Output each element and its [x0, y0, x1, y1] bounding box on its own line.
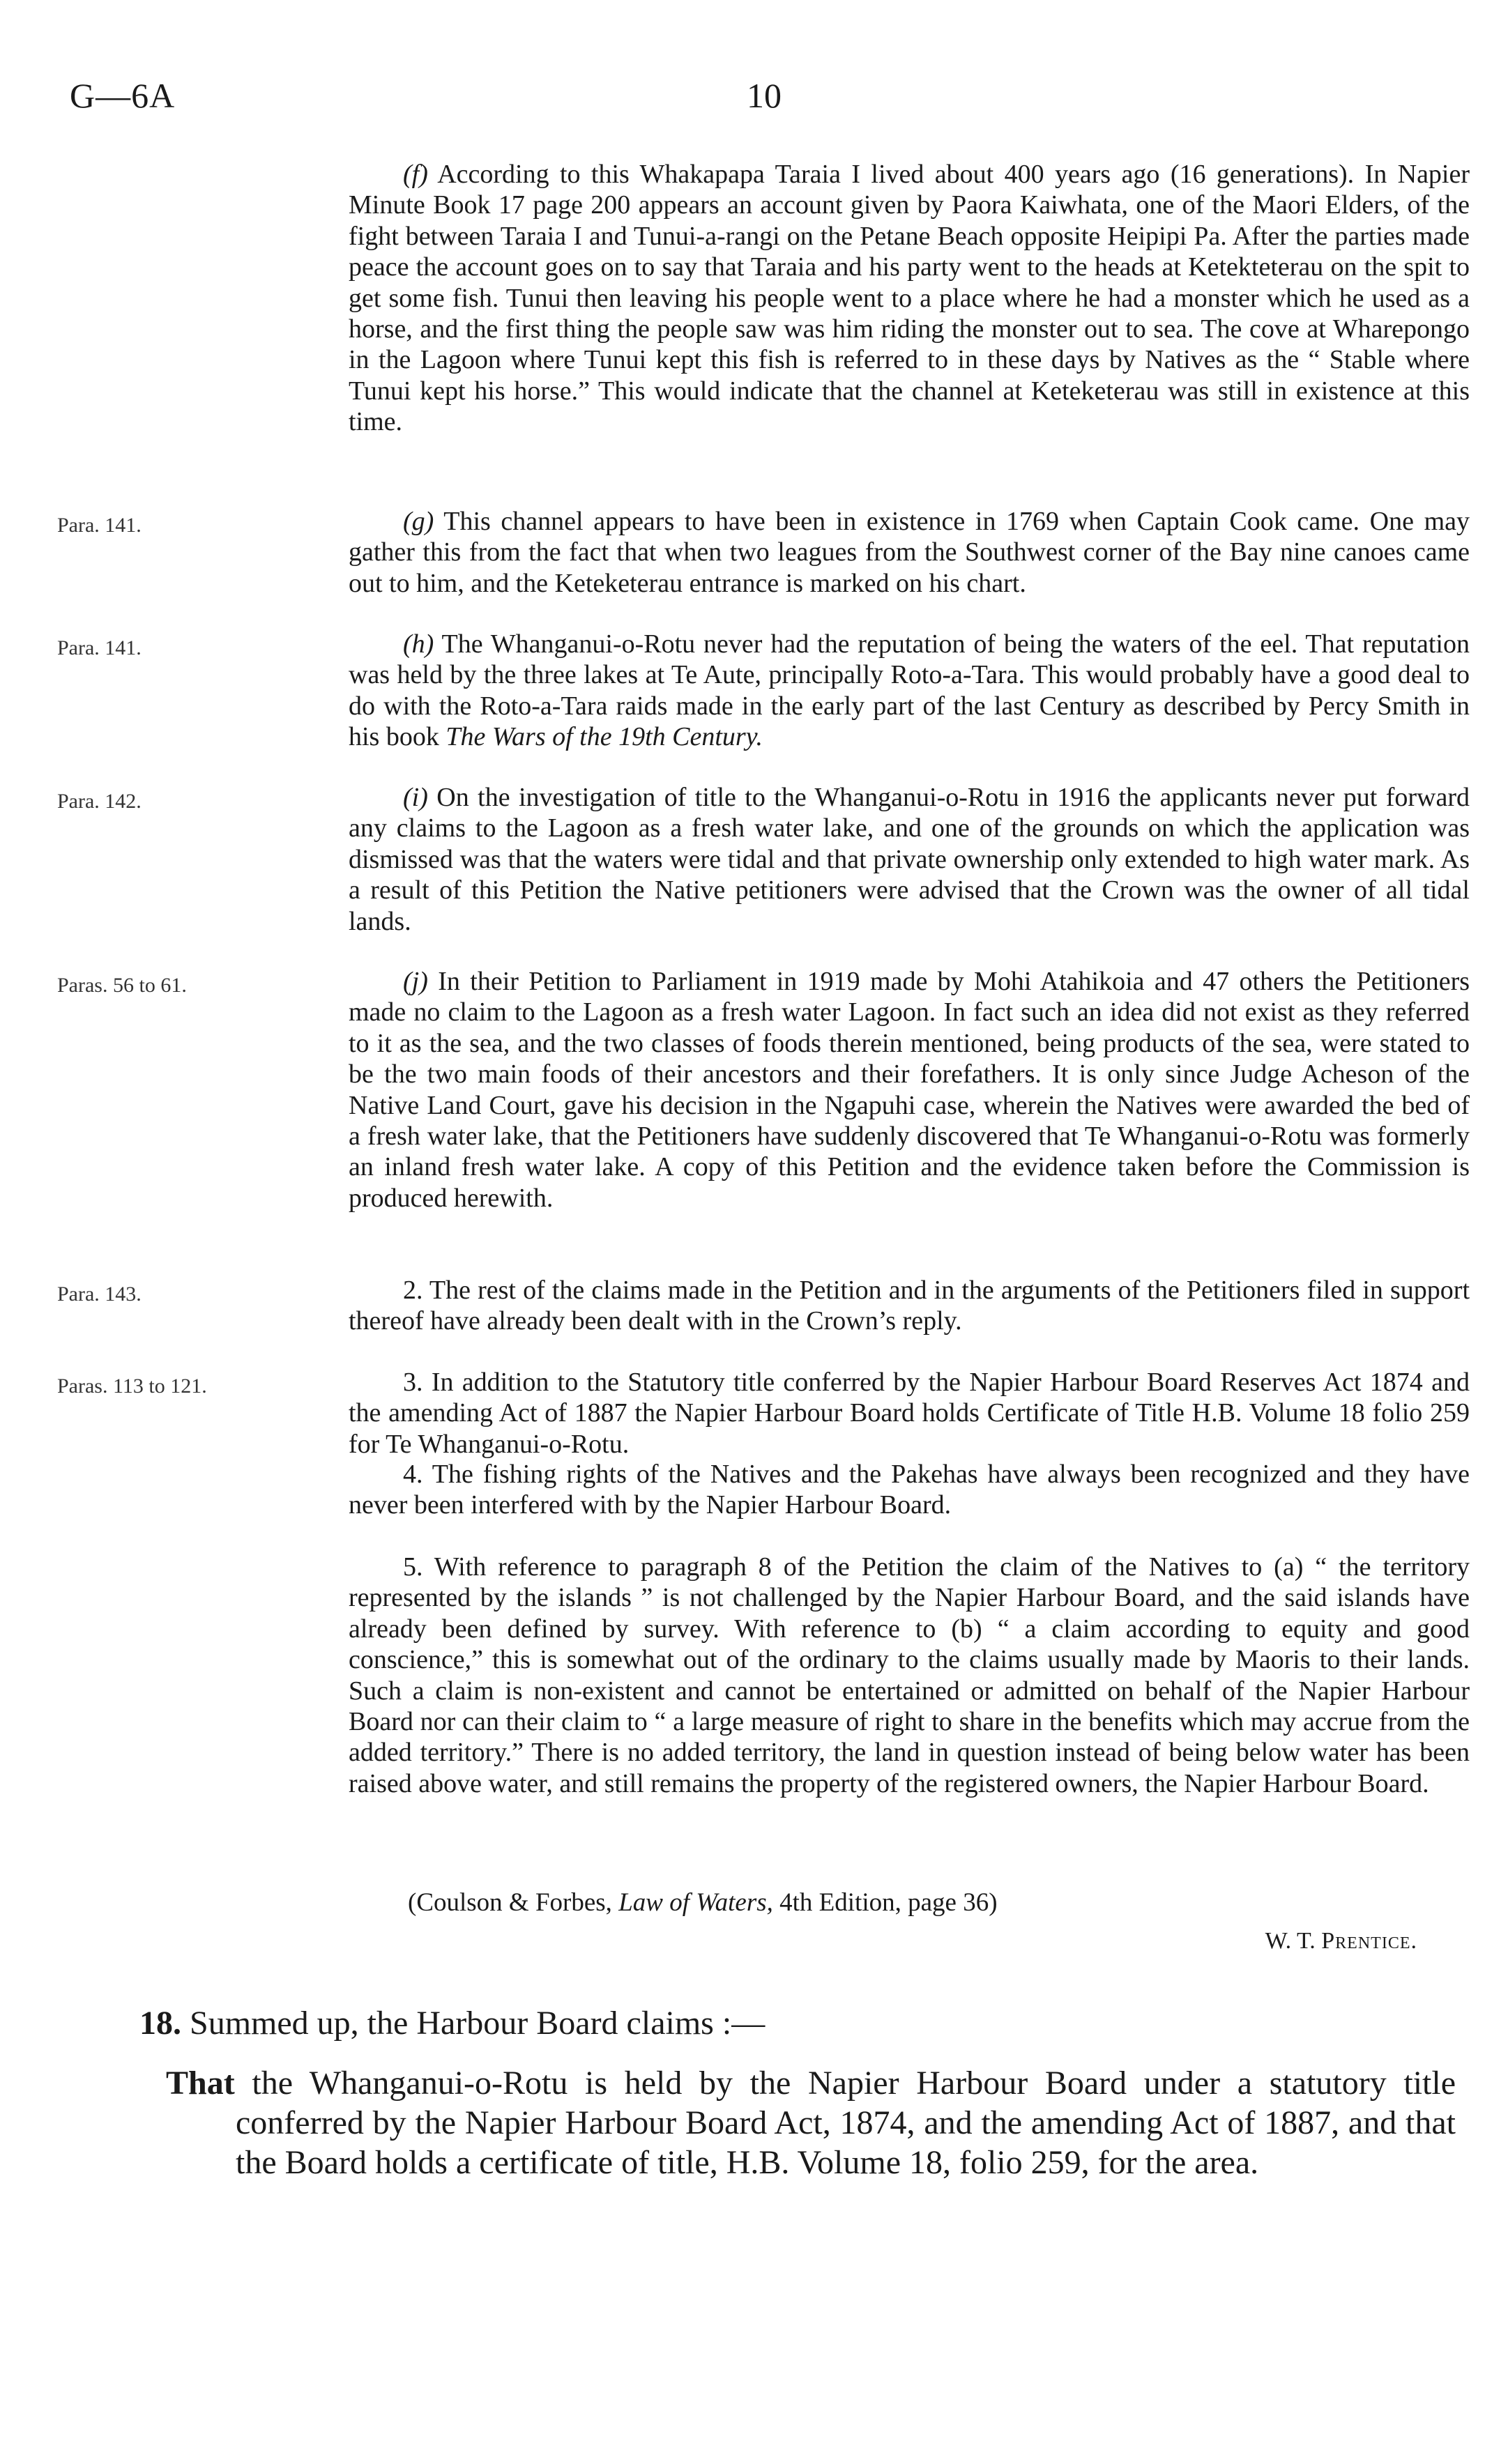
section-lead: That	[166, 2065, 235, 2102]
paragraph-h	[349, 629, 1470, 753]
citation: (Coulson & Forbes, Law of Waters, 4th Edition, page 36)	[408, 1888, 998, 1917]
paragraph-text: The Whanganui-o-Rotu never had the reputation of being the waters of the eel. That reputation was held by the three lakes at Te Aute, principally Roto-a-Tara. This would probably have a good deal to do with the Roto-a-Tara raids made in the early part of the last Century as described by Percy Smith in his book	[349, 629, 1470, 752]
book-title: The Wars of the 19th Century.	[445, 722, 763, 752]
paragraph-3	[349, 1367, 1470, 1460]
paragraph-text: 4. The fishing rights of the Natives and the Pakehas have always been recognized and they have never been interfered with by the Napier Harbour Board.	[349, 1460, 1470, 1520]
section-18-heading	[139, 2004, 765, 2042]
page-code: G—6A	[70, 76, 176, 115]
section-number: 18.	[139, 2005, 181, 2042]
paragraph-text: This channel appears to have been in existence in 1769 when Captain Cook came. One may gather this from the fact that when two leagues from the Southwest corner of the Bay nine canoes came out to him, and the Keteketerau entrance is marked on his chart.	[349, 507, 1470, 598]
signature-surname: Prentice.	[1321, 1928, 1417, 1954]
paragraph-2	[349, 1275, 1470, 1337]
paragraph-i	[349, 782, 1470, 937]
paragraph-f	[349, 159, 1470, 438]
paragraph-label: (f)	[403, 160, 428, 189]
paragraph-text: According to this Whakapapa Taraia I lived about 400 years ago (16 generations). In Napier Minute Book 17 page 200 appears an account given by Paora Kaiwhata, one of the Maori Elders, of the fight between Taraia I and Tunui-a-rangi on the Petane Beach opposite Heipipi Pa. After the parties made peace the account goes on to say that Taraia and his party went to the heads at Ketekteterau on the spit to get some fish. Tunui then leaving his people went to a place where he had a monster which he used as a horse, and the first thing the people saw was him riding the monster out to sea. The cove at Wharepongo in the Lagoon where Tunui kept this fish is referred to in these days by Natives as the “ Stable where Tunui kept his horse.” This would indicate that the channel at Keteketerau was still in existence at this time.	[349, 160, 1470, 437]
margin-note: Paras. 113 to 121.	[57, 1375, 207, 1398]
paragraph-j	[349, 966, 1470, 1214]
paragraph-label: (h)	[403, 629, 434, 659]
section-heading-text: Summed up, the Harbour Board claims :—	[190, 2005, 766, 2042]
paragraph-label: (i)	[403, 783, 428, 812]
paragraph-text: On the investigation of title to the Whanganui-o-Rotu in 1916 the applicants never put forward any claims to the Lagoon as a fresh water lake, and one of the grounds on which the application was dismissed was that the waters were tidal and that private ownership only extended to high water mark. As a result of this Petition the Native petitioners were advised that the Crown was the owner of all tidal lands.	[349, 783, 1470, 936]
paragraph-g	[349, 506, 1470, 599]
margin-note: Para. 141.	[57, 636, 142, 659]
paragraph-4	[349, 1459, 1470, 1521]
paragraph-text: 3. In addition to the Statutory title conferred by the Napier Harbour Board Reserves Act 1874 and the amending Act of 1887 the Napier Harbour Board holds Certificate of Title H.B. Volume 18 folio 259 for Te Whanganui-o-Rotu.	[349, 1368, 1470, 1459]
paragraph-text: 5. With reference to paragraph 8 of the Petition the claim of the Natives to (a) “ the territory represented by the islands ” is not challenged by the Napier Harbour Board, and the said islands have already been defined by survey. With reference to (b) “ a claim according to equity and good conscience,” this is somewhat out of the ordinary to the claims usually made by Maoris to their lands. Such a claim is non-existent and cannot be entertained or admitted on behalf of the Napier Harbour Board nor can their claim to “ a large measure of right to share in the benefits which may accrue from the added territory.” There is no added territory, the land in question instead of being below water has been raised above water, and still remains the property of the registered owners, the Napier Harbour Board.	[349, 1552, 1470, 1798]
margin-note: Para. 143.	[57, 1283, 142, 1306]
paragraph-label: (j)	[403, 967, 428, 996]
section-18-body	[166, 2063, 1456, 2182]
section-text: the Whanganui-o-Rotu is held by the Napier Harbour Board under a statutory title conferred by the Napier Harbour Board Act, 1874, and the amending Act of 1887, and that the Board holds a certificate of title, H.B. Volume 18, folio 259, for the area.	[236, 2065, 1456, 2181]
paragraph-label: (g)	[403, 507, 434, 536]
citation-title: Law of Waters,	[618, 1888, 773, 1917]
margin-note: Para. 141.	[57, 514, 142, 537]
margin-note: Para. 142.	[57, 790, 142, 813]
margin-note: Paras. 56 to 61.	[57, 974, 187, 997]
page-number: 10	[747, 76, 782, 115]
paragraph-5	[349, 1552, 1470, 1799]
signature: W. T. Prentice.	[1265, 1928, 1417, 1954]
paragraph-text: In their Petition to Parliament in 1919 made by Mohi Atahikoia and 47 others the Petitioners made no claim to the Lagoon as a fresh water Lagoon. In fact such an idea did not exist as they referred to it as the sea, and the two classes of foods therein mentioned, being products of the sea, were stated to be the two main foods of their ancestors and their forefathers. It is only since Judge Acheson of the Native Land Court, gave his decision in the Ngapuhi case, wherein the Natives were awarded the bed of a fresh water lake, that the Petitioners have suddenly discovered that Te Whanganui-o-Rotu was formerly an inland fresh water lake. A copy of this Petition and the evidence taken before the Commission is produced herewith.	[349, 967, 1470, 1213]
paragraph-text: 2. The rest of the claims made in the Petition and in the arguments of the Petitioners filed in support thereof have already been dealt with in the Crown’s reply.	[349, 1276, 1470, 1336]
